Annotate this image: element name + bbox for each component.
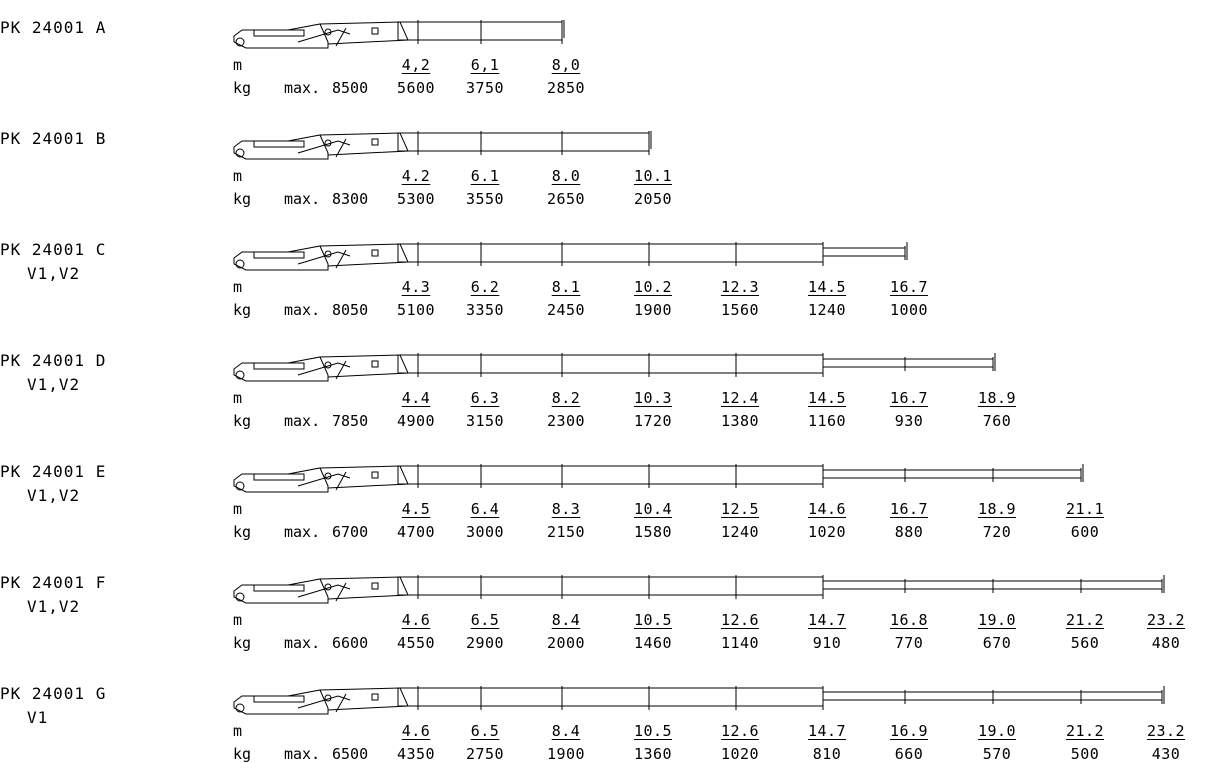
load-value: 1140 <box>720 634 760 652</box>
boom-section-4 <box>562 133 649 151</box>
model-name: PK 24001 A <box>0 18 107 37</box>
boom-section-7 <box>823 581 905 589</box>
reach-value: 4.4 <box>401 389 431 407</box>
load-value: 3150 <box>465 412 505 430</box>
model-name: PK 24001 F <box>0 573 107 592</box>
load-value: 560 <box>1070 634 1100 652</box>
model-block <box>0 129 200 199</box>
unit-m: m <box>233 389 243 407</box>
load-value: 760 <box>982 412 1012 430</box>
reach-value: 14.5 <box>807 389 847 407</box>
reach-value: 6.2 <box>470 278 500 296</box>
model-name: PK 24001 G <box>0 684 107 703</box>
boom-section-3 <box>481 244 562 262</box>
crane-label-plate <box>254 363 304 369</box>
reach-value: 4.6 <box>401 611 431 629</box>
crane-drawing <box>234 575 1164 603</box>
boom-section-6 <box>736 688 823 706</box>
load-value: 3750 <box>465 79 505 97</box>
boom-section-5 <box>649 577 736 595</box>
reach-value: 8.4 <box>551 611 581 629</box>
boom-section-8 <box>905 581 993 589</box>
reach-value: 14.5 <box>807 278 847 296</box>
reach-value: 14.7 <box>807 611 847 629</box>
load-value: 1900 <box>633 301 673 319</box>
load-value: 2750 <box>465 745 505 763</box>
boom-section-7 <box>823 359 905 367</box>
boom-section-5 <box>649 244 736 262</box>
load-value: 1460 <box>633 634 673 652</box>
crane-detail <box>372 250 378 256</box>
load-value: 5600 <box>396 79 436 97</box>
boom-section-8 <box>905 470 993 478</box>
crane-illustration <box>228 20 1198 70</box>
load-value: 1020 <box>807 523 847 541</box>
model-block <box>0 18 200 88</box>
load-value: 4900 <box>396 412 436 430</box>
max-label: max. <box>284 634 321 652</box>
reach-value: 18.9 <box>977 389 1017 407</box>
crane-drawing <box>234 131 651 159</box>
load-value: 2050 <box>633 190 673 208</box>
reach-value: 16.8 <box>889 611 929 629</box>
reach-value: 8.0 <box>551 167 581 185</box>
boom-section-2 <box>418 22 481 40</box>
boom-section-4 <box>562 244 649 262</box>
model-variant: V1 <box>27 708 49 727</box>
load-value: 810 <box>812 745 842 763</box>
load-value: 1580 <box>633 523 673 541</box>
reach-value: 12.5 <box>720 500 760 518</box>
unit-m: m <box>233 722 243 740</box>
max-load-value: 8500 <box>332 79 369 97</box>
reach-value: 19.0 <box>977 722 1017 740</box>
load-value: 2650 <box>546 190 586 208</box>
boom-section-3 <box>481 355 562 373</box>
boom-section-7 <box>823 248 905 256</box>
reach-value: 21.2 <box>1065 722 1105 740</box>
crane-label-plate <box>254 252 304 258</box>
boom-section-8 <box>905 359 993 367</box>
crane-detail <box>372 361 378 367</box>
max-label: max. <box>284 523 321 541</box>
boom-section-4 <box>562 688 649 706</box>
boom-section-4 <box>562 577 649 595</box>
boom-section-7 <box>823 692 905 700</box>
reach-value: 23.2 <box>1146 611 1186 629</box>
unit-kg: kg <box>233 301 252 319</box>
boom-section-2 <box>418 244 481 262</box>
crane-main-boom <box>320 244 408 266</box>
reach-value: 16.9 <box>889 722 929 740</box>
load-value: 430 <box>1151 745 1181 763</box>
boom-section-9 <box>993 581 1081 589</box>
reach-value: 12.3 <box>720 278 760 296</box>
crane-illustration <box>228 575 1198 625</box>
load-value: 660 <box>894 745 924 763</box>
load-value: 4350 <box>396 745 436 763</box>
max-load-value: 8300 <box>332 190 369 208</box>
crane-main-boom <box>320 355 408 377</box>
model-name: PK 24001 E <box>0 462 107 481</box>
boom-section-3 <box>481 577 562 595</box>
boom-section-4 <box>562 355 649 373</box>
load-value: 3350 <box>465 301 505 319</box>
unit-m: m <box>233 611 243 629</box>
reach-value: 14.6 <box>807 500 847 518</box>
reach-value: 6.3 <box>470 389 500 407</box>
model-block <box>0 684 200 754</box>
boom-section-6 <box>736 355 823 373</box>
boom-section-5 <box>649 355 736 373</box>
boom-section-10 <box>1081 692 1162 700</box>
reach-value: 10.4 <box>633 500 673 518</box>
boom-section-7 <box>823 470 905 478</box>
reach-value: 6.5 <box>470 611 500 629</box>
load-value: 770 <box>894 634 924 652</box>
reach-value: 12.6 <box>720 611 760 629</box>
crane-label-plate <box>254 30 304 36</box>
reach-value: 4.6 <box>401 722 431 740</box>
reach-value: 6,1 <box>470 56 500 74</box>
crane-main-boom <box>320 688 408 710</box>
crane-detail <box>372 472 378 478</box>
load-value: 570 <box>982 745 1012 763</box>
max-load-value: 6600 <box>332 634 369 652</box>
crane-drawing <box>234 242 907 270</box>
load-value: 1720 <box>633 412 673 430</box>
reach-value: 4.2 <box>401 167 431 185</box>
reach-value: 10.5 <box>633 611 673 629</box>
reach-value: 6.1 <box>470 167 500 185</box>
reach-value: 6.5 <box>470 722 500 740</box>
reach-value: 21.1 <box>1065 500 1105 518</box>
reach-value: 10.2 <box>633 278 673 296</box>
unit-kg: kg <box>233 190 252 208</box>
load-value: 1240 <box>720 523 760 541</box>
load-value: 1560 <box>720 301 760 319</box>
max-label: max. <box>284 190 321 208</box>
crane-drawing <box>234 686 1164 714</box>
reach-value: 10.5 <box>633 722 673 740</box>
reach-value: 8.3 <box>551 500 581 518</box>
boom-section-3 <box>481 22 562 40</box>
reach-value: 4,2 <box>401 56 431 74</box>
unit-kg: kg <box>233 634 252 652</box>
reach-value: 8.4 <box>551 722 581 740</box>
crane-drawing <box>234 20 564 48</box>
boom-section-2 <box>418 577 481 595</box>
load-value: 1000 <box>889 301 929 319</box>
crane-main-boom <box>320 577 408 599</box>
model-name: PK 24001 D <box>0 351 107 370</box>
crane-detail <box>372 139 378 145</box>
boom-section-9 <box>993 692 1081 700</box>
load-value: 600 <box>1070 523 1100 541</box>
boom-section-6 <box>736 466 823 484</box>
load-value: 1900 <box>546 745 586 763</box>
reach-value: 4.3 <box>401 278 431 296</box>
unit-kg: kg <box>233 412 252 430</box>
boom-section-2 <box>418 466 481 484</box>
crane-illustration <box>228 131 1198 181</box>
unit-kg: kg <box>233 523 252 541</box>
model-variant: V1,V2 <box>27 375 81 394</box>
boom-section-8 <box>905 692 993 700</box>
boom-section-4 <box>562 466 649 484</box>
reach-value: 8,0 <box>551 56 581 74</box>
crane-label-plate <box>254 696 304 702</box>
reach-value: 18.9 <box>977 500 1017 518</box>
crane-detail <box>372 694 378 700</box>
model-variant: V1,V2 <box>27 264 81 283</box>
unit-m: m <box>233 167 243 185</box>
boom-section-6 <box>736 244 823 262</box>
reach-value: 21.2 <box>1065 611 1105 629</box>
load-value: 480 <box>1151 634 1181 652</box>
load-value: 1360 <box>633 745 673 763</box>
crane-label-plate <box>254 585 304 591</box>
unit-m: m <box>233 56 243 74</box>
crane-main-boom <box>320 22 408 44</box>
crane-main-boom <box>320 466 408 488</box>
model-variant: V1,V2 <box>27 486 81 505</box>
reach-value: 14.7 <box>807 722 847 740</box>
max-label: max. <box>284 745 321 763</box>
load-value: 2150 <box>546 523 586 541</box>
model-block <box>0 240 200 310</box>
load-value: 2000 <box>546 634 586 652</box>
boom-section-5 <box>649 688 736 706</box>
max-load-value: 6500 <box>332 745 369 763</box>
reach-value: 19.0 <box>977 611 1017 629</box>
reach-value: 16.7 <box>889 500 929 518</box>
boom-section-3 <box>481 466 562 484</box>
reach-value: 8.2 <box>551 389 581 407</box>
model-block <box>0 462 200 532</box>
crane-drawing <box>234 353 995 381</box>
crane-detail <box>372 28 378 34</box>
crane-detail <box>372 583 378 589</box>
load-value: 4550 <box>396 634 436 652</box>
max-label: max. <box>284 301 321 319</box>
load-value: 930 <box>894 412 924 430</box>
crane-label-plate <box>254 474 304 480</box>
model-name: PK 24001 B <box>0 129 107 148</box>
reach-value: 16.7 <box>889 278 929 296</box>
crane-illustration <box>228 353 1198 403</box>
load-value: 1380 <box>720 412 760 430</box>
boom-section-10 <box>1081 581 1162 589</box>
reach-value: 23.2 <box>1146 722 1186 740</box>
load-value: 2450 <box>546 301 586 319</box>
max-load-value: 7850 <box>332 412 369 430</box>
crane-main-boom <box>320 133 408 155</box>
model-variant: V1,V2 <box>27 597 81 616</box>
boom-section-3 <box>481 133 562 151</box>
max-label: max. <box>284 412 321 430</box>
max-load-value: 8050 <box>332 301 369 319</box>
boom-section-2 <box>418 688 481 706</box>
boom-section-6 <box>736 577 823 595</box>
load-value: 5300 <box>396 190 436 208</box>
load-value: 500 <box>1070 745 1100 763</box>
load-value: 5100 <box>396 301 436 319</box>
load-value: 1240 <box>807 301 847 319</box>
load-value: 720 <box>982 523 1012 541</box>
reach-value: 10.1 <box>633 167 673 185</box>
reach-value: 8.1 <box>551 278 581 296</box>
boom-section-2 <box>418 133 481 151</box>
load-value: 4700 <box>396 523 436 541</box>
load-value: 3550 <box>465 190 505 208</box>
crane-drawing <box>234 464 1083 492</box>
crane-illustration <box>228 464 1198 514</box>
crane-illustration <box>228 242 1198 292</box>
reach-value: 16.7 <box>889 389 929 407</box>
unit-kg: kg <box>233 745 252 763</box>
load-value: 1160 <box>807 412 847 430</box>
boom-section-2 <box>418 355 481 373</box>
reach-value: 6.4 <box>470 500 500 518</box>
load-value: 2300 <box>546 412 586 430</box>
load-value: 2850 <box>546 79 586 97</box>
crane-illustration <box>228 686 1198 736</box>
unit-kg: kg <box>233 79 252 97</box>
load-value: 1020 <box>720 745 760 763</box>
max-load-value: 6700 <box>332 523 369 541</box>
load-value: 910 <box>812 634 842 652</box>
model-name: PK 24001 C <box>0 240 107 259</box>
reach-value: 4.5 <box>401 500 431 518</box>
unit-m: m <box>233 500 243 518</box>
boom-section-9 <box>993 470 1081 478</box>
reach-value: 12.4 <box>720 389 760 407</box>
max-label: max. <box>284 79 321 97</box>
crane-label-plate <box>254 141 304 147</box>
model-block <box>0 351 200 421</box>
reach-value: 12.6 <box>720 722 760 740</box>
load-value: 3000 <box>465 523 505 541</box>
load-value: 880 <box>894 523 924 541</box>
boom-section-3 <box>481 688 562 706</box>
load-value: 670 <box>982 634 1012 652</box>
boom-section-5 <box>649 466 736 484</box>
reach-value: 10.3 <box>633 389 673 407</box>
unit-m: m <box>233 278 243 296</box>
load-value: 2900 <box>465 634 505 652</box>
model-block <box>0 573 200 643</box>
